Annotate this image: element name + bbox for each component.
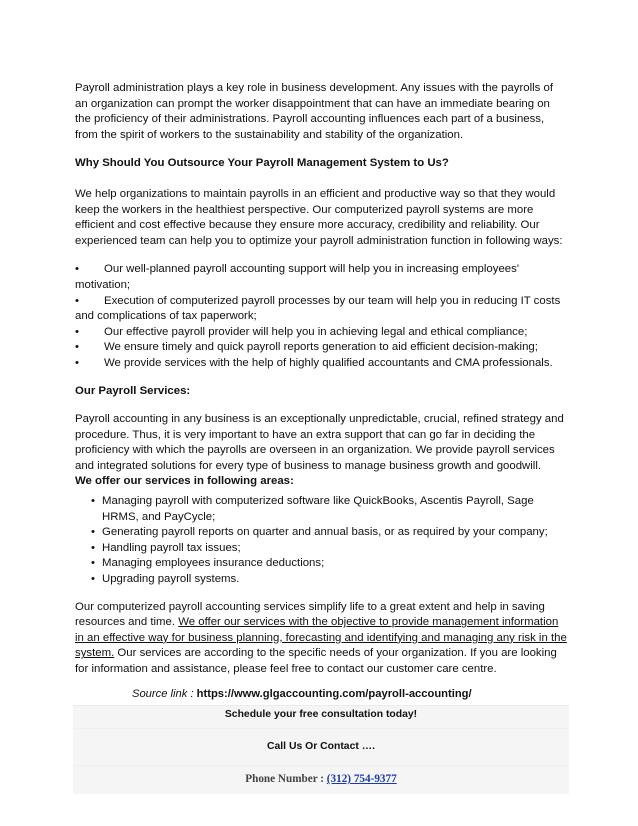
- list-item: • Our effective payroll provider will help you in achieving legal and ethical compliance;: [75, 325, 528, 338]
- source-label: Source link :: [132, 687, 197, 700]
- phone-line: [73, 766, 569, 794]
- bullet-icon: •: [91, 573, 95, 586]
- schedule-text: Schedule your free consultation today!: [224, 709, 418, 721]
- source-link-line: [75, 687, 567, 703]
- bullet-icon: •: [75, 263, 79, 276]
- why-heading: Why Should You Outsource Your Payroll Management System to Us?: [75, 157, 449, 170]
- source-link[interactable]: https://www.glgaccounting.com/payroll-accounting/: [196, 687, 472, 700]
- list-item: • Upgrading payroll systems.: [91, 572, 567, 588]
- intro-paragraph: Payroll administration plays a key role in business development. Any issues with the payrolls of an organization can prompt the worker disappointment that can have an immediate bearing on the proficiency of their administrations. Payroll accounting influences each part of a business, from the spirit of workers to the sustainability and stability of the organization.: [75, 82, 554, 141]
- services-heading: Our Payroll Services:: [75, 384, 191, 397]
- call-text: Call Us Or Contact ….: [73, 728, 569, 766]
- list-item: • Managing employees insurance deductions;: [91, 556, 567, 572]
- bullet-icon: •: [91, 557, 95, 570]
- list-item: • Handling payroll tax issues;: [91, 541, 567, 557]
- services-offer-heading: We offer our services in following areas:: [75, 475, 294, 488]
- why-paragraph: We help organizations to maintain payrolls in an efficient and productive way so that they would keep the workers in the healthiest perspective. Our computerized payroll systems are more efficient and cost effective because they ensure more accuracy, credibility and reliability. Our experienced team can help you to optimize your payroll administration function in following ways:: [75, 187, 563, 247]
- bullet-icon: •: [75, 294, 79, 307]
- bullet-icon: •: [91, 541, 95, 554]
- list-item: • Generating payroll reports on quarter and annual basis, or as required by your company;: [91, 525, 567, 541]
- list-item: • Managing payroll with computerized software like QuickBooks, Ascentis Payroll, Sage HRMS, and PayCycle;: [91, 494, 567, 525]
- document-page: [75, 81, 567, 794]
- bullet-icon: •: [91, 526, 95, 539]
- bullet-icon: •: [75, 341, 79, 354]
- bullet-icon: •: [75, 325, 79, 338]
- list-item: • We ensure timely and quick payroll reports generation to aid efficient decision-making;: [75, 341, 538, 354]
- underlined-statement: We offer our services with the objective to provide management information in an effective way for business planning, forecasting and identifying and managing any risk in the system.: [75, 616, 567, 660]
- list-item: • Our well-planned payroll accounting support will help you in increasing employees' motivation;: [75, 263, 519, 291]
- services-paragraph: Payroll accounting in any business is an exceptionally unpredictable, crucial, refined strategy and procedure. Thus, it is very important to have an extra support that can go far in deciding the proficiency with which the payrolls are overseen in an organization. We provide payroll services and integrated solutions for every type of business to manage business growth and goodwill.: [75, 413, 564, 472]
- list-item: • We provide services with the help of highly qualified accountants and CMA professionals.: [75, 356, 553, 369]
- bullet-icon: •: [75, 356, 79, 369]
- phone-link[interactable]: (312) 754-9377: [326, 773, 397, 786]
- phone-label: Phone Number :: [245, 773, 327, 786]
- bullet-icon: •: [91, 495, 95, 508]
- contact-box: [73, 705, 569, 794]
- list-item: • Execution of computerized payroll processes by our team will help you in reducing IT costs and complications of tax paperwork;: [75, 294, 561, 323]
- services-list: [91, 494, 567, 588]
- why-bullet-list: [75, 262, 567, 371]
- closing-paragraph: Our computerized payroll accounting services simplify life to a great extent and help in saving resources and time. We offer our services with the objective to provide management information in an effective way for business planning, forecasting and identifying and managing any risk in the system. Our services are according to the specific needs of your organization. If you are looking for information and assistance, please feel free to contact our customer care centre.: [75, 600, 567, 675]
